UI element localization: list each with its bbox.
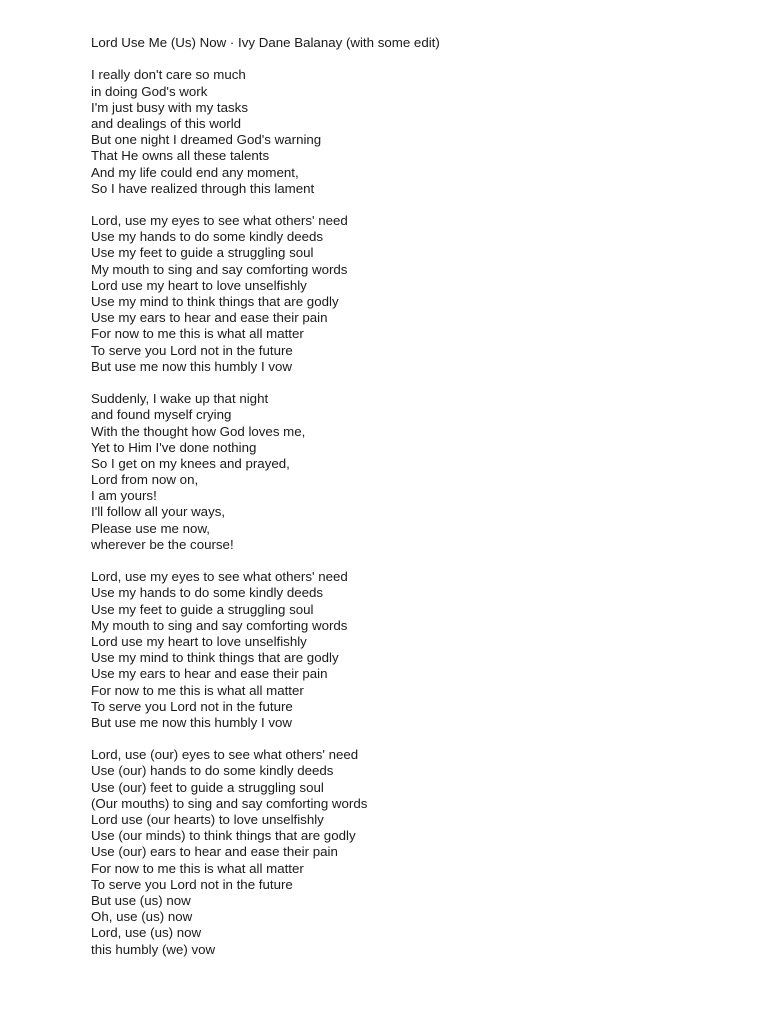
lyric-line: To serve you Lord not in the future: [91, 876, 293, 892]
lyric-line: Use (our minds) to think things that are godly: [91, 828, 356, 844]
lyric-line: and found myself crying: [91, 407, 232, 423]
lyric-line: Use my hands to do some kindly deeds: [91, 229, 324, 245]
lyric-line: Use (our) ears to hear and ease their pain: [91, 844, 338, 860]
lyric-line: (Our mouths) to sing and say comforting words: [91, 795, 368, 811]
lyric-line: But use me now this humbly I vow: [91, 714, 293, 730]
lyric-line: wherever be the course!: [91, 536, 234, 552]
lyric-line: With the thought how God loves me,: [91, 423, 306, 439]
document-page: [91, 35, 731, 974]
lyric-line: Lord, use (our) eyes to see what others' need: [91, 747, 359, 763]
lyrics-body: [91, 67, 731, 957]
lyric-line: Lord use (our hearts) to love unselfishly: [91, 812, 324, 828]
lyric-line: Use my ears to hear and ease their pain: [91, 310, 328, 326]
lyric-line: Use (our) hands to do some kindly deeds: [91, 763, 334, 779]
lyric-line: To serve you Lord not in the future: [91, 342, 293, 358]
lyric-line: But use (us) now: [91, 892, 191, 908]
lyric-line: Use my hands to do some kindly deeds: [91, 585, 324, 601]
lyric-line: For now to me this is what all matter: [91, 682, 304, 698]
lyric-line: Oh, use (us) now: [91, 909, 193, 925]
lyric-line: Use my mind to think things that are godly: [91, 650, 339, 666]
stanza: [91, 67, 731, 197]
lyric-line: So I get on my knees and prayed,: [91, 455, 290, 471]
lyric-line: Use (our) feet to guide a struggling soul: [91, 779, 324, 795]
lyric-line: Please use me now,: [91, 520, 211, 536]
lyric-line: Lord use my heart to love unselfishly: [91, 277, 307, 293]
lyric-line: Lord, use (us) now: [91, 925, 202, 941]
stanza: [91, 569, 731, 731]
lyric-line: And my life could end any moment,: [91, 164, 299, 180]
lyric-line: Suddenly, I wake up that night: [91, 391, 269, 407]
lyric-line: I'll follow all your ways,: [91, 504, 226, 520]
lyric-line: My mouth to sing and say comforting words: [91, 261, 348, 277]
lyric-line: To serve you Lord not in the future: [91, 698, 293, 714]
lyric-line: and dealings of this world: [91, 115, 242, 131]
document-title: Lord Use Me (Us) Now · Ivy Dane Balanay (with some edit): [91, 35, 440, 50]
lyric-line: Use my feet to guide a struggling soul: [91, 601, 314, 617]
lyric-line: Use my feet to guide a struggling soul: [91, 245, 314, 261]
lyric-line: But use me now this humbly I vow: [91, 358, 293, 374]
lyric-line: Lord, use my eyes to see what others' need: [91, 213, 348, 229]
lyric-line: So I have realized through this lament: [91, 180, 315, 196]
lyric-line: But one night I dreamed God's warning: [91, 132, 322, 148]
lyric-line: Lord from now on,: [91, 472, 199, 488]
lyric-line: I am yours!: [91, 488, 157, 504]
lyric-line: My mouth to sing and say comforting words: [91, 617, 348, 633]
lyric-line: I really don't care so much: [91, 67, 246, 83]
lyric-line: For now to me this is what all matter: [91, 860, 304, 876]
lyric-line: this humbly (we) vow: [91, 941, 216, 957]
lyric-line: Use my ears to hear and ease their pain: [91, 666, 328, 682]
lyric-line: Yet to Him I've done nothing: [91, 439, 257, 455]
lyric-line: Use my mind to think things that are godly: [91, 294, 339, 310]
lyric-line: For now to me this is what all matter: [91, 326, 304, 342]
lyric-line: Lord, use my eyes to see what others' need: [91, 569, 348, 585]
lyric-line: I'm just busy with my tasks: [91, 99, 248, 115]
stanza: [91, 747, 731, 957]
lyric-line: That He owns all these talents: [91, 148, 270, 164]
stanza: [91, 391, 731, 553]
stanza: [91, 213, 731, 375]
lyric-line: Lord use my heart to love unselfishly: [91, 633, 307, 649]
lyric-line: in doing God's work: [91, 83, 208, 99]
